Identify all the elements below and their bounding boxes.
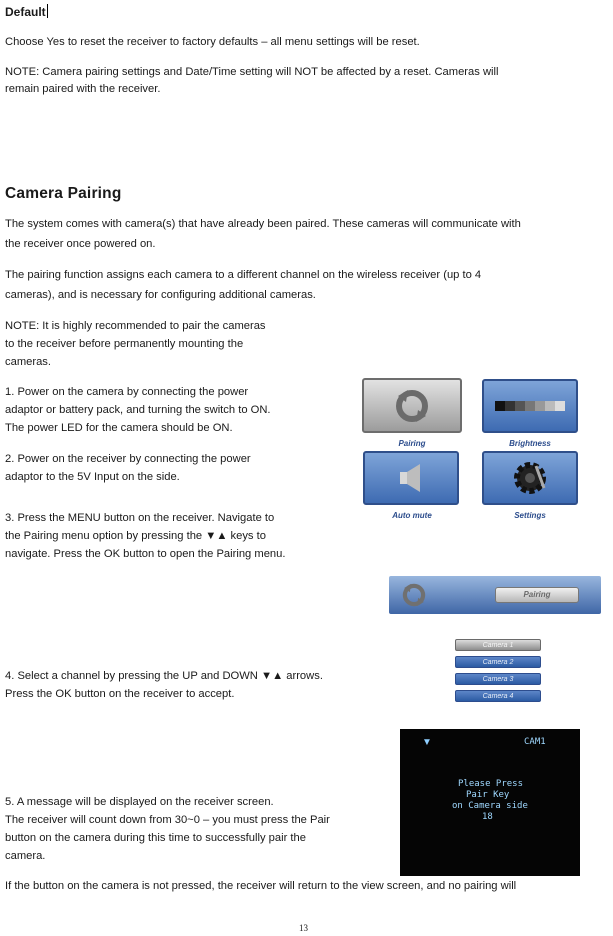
- receiver-menu-grid: [362, 378, 584, 528]
- menu-tile-settings: [482, 451, 578, 505]
- menu-label-brightness: Brightness: [509, 439, 551, 448]
- intro-line-2: the receiver once powered on.: [5, 238, 156, 250]
- screen-message-line-1: Please Press: [458, 779, 524, 789]
- default-paragraph: Choose Yes to reset the receiver to factory defaults – all menu settings will be reset.: [5, 36, 420, 48]
- step2-line-1: 2. Power on the receiver by connecting the power: [5, 453, 251, 465]
- channel-label: CAM1: [524, 737, 546, 747]
- settings-gear-icon: [484, 453, 576, 503]
- step5-line-2: The receiver will count down from 30~0 – you must press the Pair: [5, 814, 330, 826]
- pairing-header-bar: [389, 576, 601, 614]
- note-line-3: cameras.: [5, 356, 52, 368]
- menu-label-pairing: Pairing: [398, 439, 426, 448]
- step4-line-2: Press the OK button on the receiver to accept.: [5, 688, 235, 700]
- camera-option-3: Camera 3: [455, 673, 541, 685]
- menu-label-settings: Settings: [514, 511, 546, 520]
- final-line: If the button on the camera is not pressed, the receiver will return to the view screen, and no pairing will: [5, 880, 517, 892]
- step3-line-3: navigate. Press the OK button to open the Pairing menu.: [5, 548, 286, 560]
- screen-message-line-2: Pair Key: [466, 790, 510, 800]
- step3-line-2: the Pairing menu option by pressing the ▼▲ keys to: [5, 530, 266, 542]
- step4-line-1: 4. Select a channel by pressing the UP and DOWN ▼▲ arrows.: [5, 670, 323, 682]
- menu-tile-auto-mute: [363, 451, 459, 505]
- default-heading: Default: [5, 5, 46, 19]
- step5-line-3: button on the camera during this time to successfully pair the: [5, 832, 306, 844]
- camera-option-2: Camera 2: [455, 656, 541, 668]
- countdown-value: 18: [482, 812, 493, 822]
- default-note-line-2: remain paired with the receiver.: [5, 83, 161, 95]
- camera-pairing-heading: Camera Pairing: [5, 185, 122, 202]
- step1-line-3: The power LED for the camera should be ON.: [5, 422, 233, 434]
- menu-tile-pairing: [362, 378, 462, 433]
- default-note-line-1: NOTE: Camera pairing settings and Date/Time setting will NOT be affected by a reset. Cameras will: [5, 66, 499, 78]
- camera-option-1: Camera 1: [455, 639, 541, 651]
- signal-icon: ▼: [422, 737, 432, 748]
- menu-label-auto-mute: Auto mute: [392, 511, 432, 520]
- pairing-title-button: Pairing: [495, 587, 579, 603]
- menu-tile-brightness: [482, 379, 578, 433]
- brightness-icon: [484, 381, 576, 431]
- step2-line-2: adaptor to the 5V Input on the side.: [5, 471, 180, 483]
- receiver-screen: [400, 729, 580, 876]
- step1-line-2: adaptor or battery pack, and turning the switch to ON.: [5, 404, 271, 416]
- intro-line-1: The system comes with camera(s) that have already been paired. These cameras will communicate with: [5, 218, 521, 230]
- pairing-icon: [397, 579, 431, 611]
- function-line-1: The pairing function assigns each camera to a different channel on the wireless receiver (up to 4: [5, 269, 482, 281]
- page-number: 13: [299, 923, 308, 933]
- screen-message-line-3: on Camera side: [452, 801, 528, 811]
- step5-line-1: 5. A message will be displayed on the receiver screen.: [5, 796, 274, 808]
- note-line-1: NOTE: It is highly recommended to pair the cameras: [5, 320, 266, 332]
- step5-line-4: camera.: [5, 850, 46, 862]
- text-cursor: [47, 4, 48, 18]
- function-line-2: cameras), and is necessary for configuring additional cameras.: [5, 289, 316, 301]
- camera-option-4: Camera 4: [455, 690, 541, 702]
- note-line-2: to the receiver before permanently mounting the: [5, 338, 244, 350]
- step1-line-1: 1. Power on the camera by connecting the power: [5, 386, 249, 398]
- pairing-icon: [364, 380, 460, 431]
- speaker-icon: [365, 453, 457, 503]
- step3-line-1: 3. Press the MENU button on the receiver. Navigate to: [5, 512, 275, 524]
